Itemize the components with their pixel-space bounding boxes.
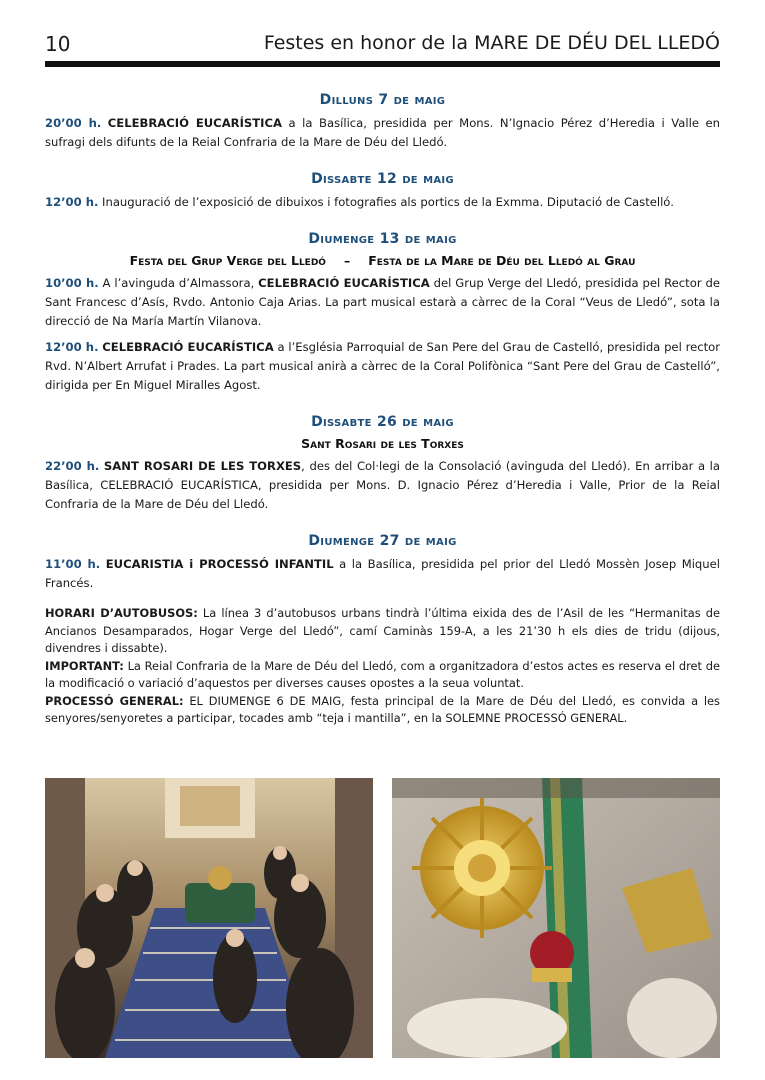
entry-pre: A l’avinguda d’Almassora, [98,276,259,290]
subheading-dash: – [343,253,351,268]
entry-event: SANT ROSARI DE LES TORXES [103,459,302,473]
page-header [45,32,720,60]
day-heading: Dissabte 26 de maig [311,414,454,430]
note-label: IMPORTANT: [45,658,124,673]
entry-text: a l’Església Parroquial de San Pere del Grau de Castelló, presidida pel rector Rvd. N’Albert Arrufat i Prades. La part musical anirà a càrrec de la Coral Polifònica “Sant Pere del Grau de Castelló”, dirigida per En Miguel Miralles Agost. [45,340,720,392]
ornaments-photo-image [392,778,720,1058]
header-rule [45,61,720,67]
entry-text: del Grup Verge del Lledó, presidida pel Rector de Sant Francesc d’Asís, Rvdo. Antonio Caja Arias. La part musical estarà a càrrec de la Coral “Veus de Lledó”, sota la direcció de Na María Martín Vilanova. [45,276,720,328]
note-label: HORARI D’AUTOBUSOS: [45,606,198,620]
entry-time: 12’00 h. [45,195,99,209]
notes-block [45,605,720,728]
entry-event: CELEBRACIÓ EUCARÍSTICA [102,340,274,354]
program-entry [45,555,720,593]
note-text: La Reial Confraria de la Mare de Déu del Lledó, com a organitzadora d’estos actes es reserva el dret de la modificació o variació d’aquestos per diverses causes opostes a la seua voluntat. [45,658,720,690]
procession-photo [45,778,373,1058]
page-number: 10 [45,32,71,56]
day-heading: Dilluns 7 de maig [319,92,446,108]
subheading-right: Festa de la Mare de Déu del Lledó al Grau [368,253,636,268]
entry-text: , des del Col·legi de la Consolació (avinguda del Lledó). En arribar a la Basílica, CELEBRACIÓ EUCARÍSTICA, presidida per Mons. D. Ignacio Pérez d’Heredia i Valle, Prior de la Reial Confraria de la Mare de Déu del Lledó. [45,459,721,511]
entry-time: 11’00 h. [45,557,101,571]
entry-text: a la Basílica, presidida per Mons. N’Ignacio Pérez d’Heredia i Valle en sufragi dels difunts de la Reial Confraria de la Mare de Déu del Lledó. [45,116,721,149]
entry-time: 12’00 h. [45,340,99,354]
running-title: Festes en honor de la MARE DE DÉU DEL LLEDÓ [263,32,720,54]
program-entry [45,114,720,152]
ornaments-photo [392,778,720,1058]
entry-text: Inauguració de l’exposició de dibuixos i fotografies als portics de la Exmma. Diputació de Castelló. [98,195,674,209]
note-text: EL DIUMENGE 6 DE MAIG, festa principal de la Mare de Déu del Lledó, es convida a les senyores/senyoretes a participar, tocades amb “teja i mantilla”, en la SOLEMNE PROCESSÓ GENERAL. [45,693,720,725]
entry-time: 22’00 h. [45,459,100,473]
program-entry [45,193,720,212]
entry-text: a la Basílica, presidida pel prior del Lledó Mossèn Josep Miquel Francés. [45,557,720,590]
entry-event: CELEBRACIÓ EUCARÍSTICA [107,116,282,130]
day-heading: Diumenge 13 de maig [308,231,457,247]
note-general-procession [45,693,720,728]
subheading-left: Festa del Grup Verge del Lledó [129,253,326,268]
note-label: PROCESSÓ GENERAL: [45,693,184,708]
event-subheading: Sant Rosari de les Torxes [301,436,464,451]
day-heading: Dissabte 12 de maig [311,171,454,187]
page [45,0,720,1080]
entry-event: CELEBRACIÓ EUCARÍSTICA [258,276,430,290]
entry-time: 20’00 h. [45,116,102,130]
event-subheading [45,253,720,268]
entry-time: 10’00 h. [45,276,99,290]
entry-event: EUCARISTIA i PROCESSÓ INFANTIL [105,557,334,571]
program-entry [45,274,720,331]
program-content [45,92,720,728]
note-text: La línea 3 d’autobusos urbans tindrà l’última eixida des de l’Asil de les “Hermanitas de Ancianos Desamparados, Hogar Verge del Lledó”, camí Caminàs 159-A, a les 21’30 h els dies de tridu (dijous, divendres i dissabte). [45,606,720,655]
note-bus-schedule [45,605,720,658]
program-entry [45,338,720,395]
day-heading: Diumenge 27 de maig [308,533,457,549]
note-important [45,658,720,693]
program-entry [45,457,720,514]
procession-photo-image [45,778,373,1058]
